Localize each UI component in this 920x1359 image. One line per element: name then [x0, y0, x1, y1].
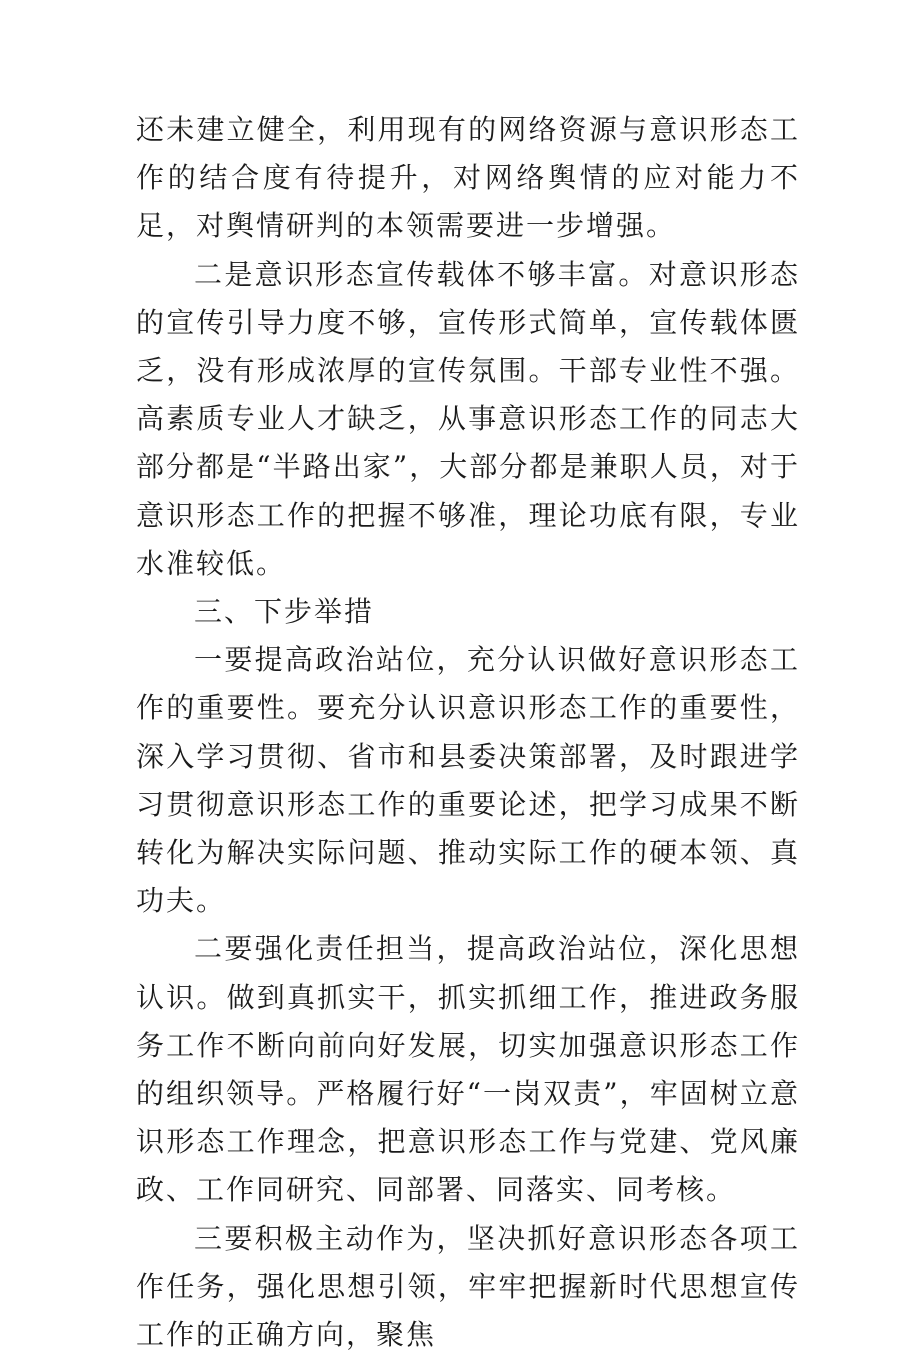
paragraph-proactive-action: 三要积极主动作为，坚决抓好意识形态各项工作任务，强化思想引领，牢牢把握新时代思想宣传工作的正确方向，聚焦 [136, 1221, 800, 1352]
paragraph-responsibility: 二要强化责任担当，提高政治站位，深化思想认识。做到真抓实干，抓实抓细工作，推进政务服务工作不断向前向好发展，切实加强意识形态工作的组织领导。严格履行好“一岗双责”，牢固树立意识形态工作理念，把意识形态工作与党建、党风廉政、工作同研究、同部署、同落实、同考核。 [136, 932, 800, 1207]
paragraph-political-stance: 一要提高政治站位，充分认识做好意识形态工作的重要性。要充分认识意识形态工作的重要性，深入学习贯彻、省市和县委决策部署，及时跟进学习贯彻意识形态工作的重要论述，把学习成果不断转化为解决实际问题、推动实际工作的硬本领、真功夫。 [136, 643, 800, 918]
document-body [136, 106, 800, 1359]
paragraph-continuation: 还未建立健全，利用现有的网络资源与意识形态工作的结合度有待提升，对网络舆情的应对能力不足，对舆情研判的本领需要进一步增强。 [136, 113, 800, 243]
section-heading-next-steps: 三、下步举措 [194, 595, 375, 629]
paragraph-carrier-issues: 二是意识形态宣传载体不够丰富。对意识形态的宣传引导力度不够，宣传形式简单，宣传载体匮乏，没有形成浓厚的宣传氛围。干部专业性不强。高素质专业人才缺乏，从事意识形态工作的同志大部分都是“半路出家”，大部分都是兼职人员，对于意识形态工作的把握不够准，理论功底有限，专业水准较低。 [136, 257, 800, 580]
